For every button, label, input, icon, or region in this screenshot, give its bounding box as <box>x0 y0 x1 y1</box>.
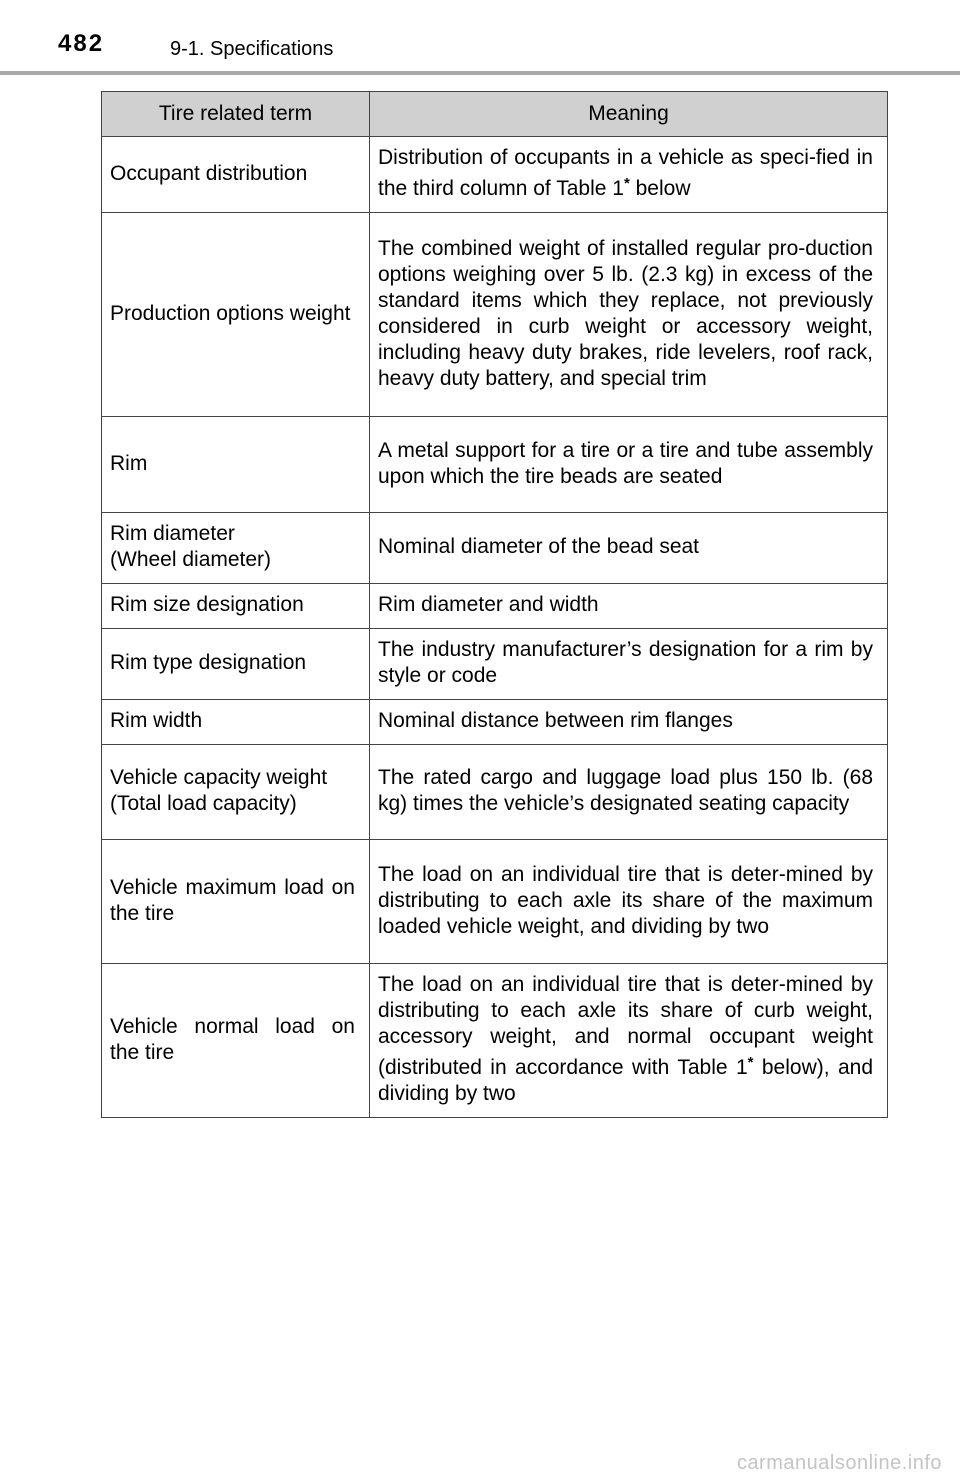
meaning-text: Distribution of occupants in a vehicle as speci-fied in the third column of Table 1 <box>378 146 873 200</box>
meaning-text: Nominal distance between rim flanges <box>378 709 733 732</box>
footnote-marker: * <box>623 175 630 192</box>
term-text: Vehicle normal load on the tire <box>110 1014 355 1064</box>
table-row <box>102 213 888 417</box>
term-cell <box>102 629 370 700</box>
meaning-cell <box>370 213 888 417</box>
term-text: Production options weight <box>110 301 351 325</box>
table-row <box>102 584 888 629</box>
column-header-meaning: Meaning <box>370 92 888 137</box>
meaning-text: The combined weight of installed regular pro-duction options weighing over 5 lb. (2.3 kg) in excess of the standard items which they replace, not previously considered in curb weight or accessory weight, including heavy duty brakes, ride levelers, roof rack, heavy duty battery, and special trim <box>378 236 873 390</box>
meaning-cell <box>370 137 888 213</box>
table-row <box>102 840 888 964</box>
table-row <box>102 417 888 513</box>
term-cell <box>102 213 370 417</box>
meaning-cell <box>370 745 888 840</box>
term-text-line2: (Wheel diameter) <box>110 548 272 571</box>
term-text: Rim <box>110 451 148 475</box>
table-row <box>102 745 888 840</box>
term-text: Rim width <box>110 709 203 732</box>
meaning-text: The industry manufacturer’s designation for a rim by style or code <box>378 638 873 687</box>
watermark: carmanualsonline.info <box>736 1452 942 1474</box>
term-text: Occupant distribution <box>110 161 308 185</box>
term-cell <box>102 840 370 964</box>
table-row <box>102 513 888 584</box>
page-number: 482 <box>58 30 105 57</box>
column-header-term: Tire related term <box>102 92 370 137</box>
meaning-text: A metal support for a tire or a tire and tube assembly upon which the tire beads are seated <box>378 438 873 488</box>
table-row <box>102 629 888 700</box>
term-cell <box>102 700 370 745</box>
header-divider <box>0 71 960 75</box>
meaning-text-after: below), and dividing by two <box>378 1056 873 1105</box>
meaning-cell <box>370 629 888 700</box>
meaning-text: The load on an individual tire that is deter-mined by distributing to each axle its share of the maximum loaded vehicle weight, and dividing by two <box>378 862 873 938</box>
term-cell <box>102 584 370 629</box>
page-header <box>0 0 960 76</box>
term-cell <box>102 137 370 213</box>
term-cell <box>102 745 370 840</box>
table-row <box>102 137 888 213</box>
meaning-text: Nominal diameter of the bead seat <box>378 535 700 558</box>
meaning-text-after: below <box>629 177 691 200</box>
term-text: Rim diameter <box>110 522 235 545</box>
term-text: Rim type designation <box>110 651 307 674</box>
meaning-cell <box>370 513 888 584</box>
meaning-text: The load on an individual tire that is deter-mined by distributing to each axle its share of curb weight, accessory weight, and normal occupant weight (distributed in accordance with Table 1 <box>378 973 873 1079</box>
table-header-row <box>102 92 888 137</box>
term-cell <box>102 964 370 1118</box>
meaning-cell <box>370 584 888 629</box>
meaning-text: Rim diameter and width <box>378 593 599 616</box>
table-row <box>102 964 888 1118</box>
meaning-text: The rated cargo and luggage load plus 150 lb. (68 kg) times the vehicle’s designated seating capacity <box>378 766 873 815</box>
term-text-line2: (Total load capacity) <box>110 792 297 815</box>
section-title: 9-1. Specifications <box>170 38 334 60</box>
tire-terms-table <box>101 91 888 1118</box>
meaning-cell <box>370 964 888 1118</box>
footnote-marker: * <box>747 1054 754 1071</box>
table-row <box>102 700 888 745</box>
term-cell <box>102 417 370 513</box>
term-text: Vehicle maximum load on the tire <box>110 875 355 925</box>
term-text: Rim size designation <box>110 593 304 616</box>
meaning-cell <box>370 840 888 964</box>
term-cell <box>102 513 370 584</box>
term-text: Vehicle capacity weight <box>110 766 328 789</box>
meaning-cell <box>370 700 888 745</box>
meaning-cell <box>370 417 888 513</box>
